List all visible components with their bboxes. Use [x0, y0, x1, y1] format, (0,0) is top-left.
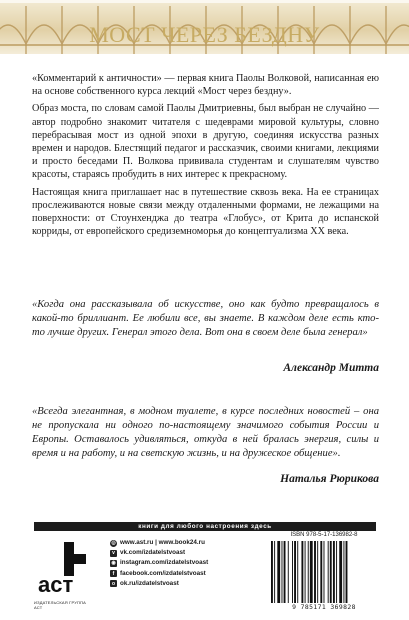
- odnoklassniki-icon: o: [111, 580, 116, 587]
- vk-icon: v: [110, 550, 117, 557]
- barcode-icon: [269, 541, 379, 603]
- isbn-text: ISBN 978-5-17-136982-8: [290, 532, 358, 538]
- quote-author: Наталья Рюрикова: [280, 473, 379, 485]
- logo-text: аст: [38, 572, 74, 597]
- link-facebook[interactable]: [110, 569, 260, 579]
- link-text: ok.ru/izdatelstvoast: [120, 579, 179, 587]
- publisher-caption: ИЗДАТЕЛЬСКАЯ ГРУППА АСТ: [34, 600, 87, 610]
- paragraph: «Комментарий к античности» — первая книга Паолы Волковой, написанная ею на основе собственного курса лекций «Мост через бездну».: [32, 73, 379, 98]
- description: [32, 72, 379, 242]
- link-instagram[interactable]: [110, 558, 260, 568]
- link-website[interactable]: [110, 538, 260, 548]
- header-band: [0, 0, 409, 62]
- quote-text: «Всегда элегантная, в модном туалете, в курсе последних новостей – она не пропускала ни одного по-настоящему значимого события России и Европы. Оставалось удивляться, откуда в ней бралась энергия, силы и время и на работу, и на светскую жизнь, и на дружеское общение».: [32, 406, 379, 459]
- globe-icon: ◎: [111, 540, 116, 546]
- link-text: facebook.com/izdatelstvoast: [120, 569, 206, 577]
- link-vk[interactable]: [110, 548, 260, 558]
- link-text: instagram.com/izdatelstvoast: [120, 559, 209, 567]
- paragraph: Образ моста, по словам самой Паолы Дмитриевны, был выбран не случайно — автор подробно знакомит читателя с шедеврами мировой культуры, словно перебрасывая мост из одной эпохи в другую, соединяя искусства разных времен и народов. Блестящий педагог и рассказчик, своими книгами, лекциями и просто беседами П. Волкова прививала студентам и слушателям чувство красоты, стараясь пробудить в них интерес к прекрасному.: [32, 103, 379, 181]
- quote-text: «Когда она рассказывала об искусстве, оно как будто превращалось в какой-то бриллиант. Ее любили все, вы знаете. В каждом деле есть кто-то лучше других. Генерал этого дела. Вот она в своем деле была генерал»: [32, 299, 379, 338]
- publisher-links: [110, 538, 260, 589]
- link-odnoklassniki[interactable]: [110, 579, 260, 589]
- barcode-digits: 9 785171 369828: [292, 603, 356, 611]
- tagline-bar: книги для любого настроения здесь: [34, 522, 376, 531]
- link-text: vk.com/izdatelstvoast: [120, 549, 186, 557]
- ast-logo-icon: [36, 540, 88, 602]
- header-title: МОСТ ЧЕРЕЗ БЕЗДНУ: [89, 22, 320, 47]
- facebook-icon: f: [110, 570, 117, 577]
- quote-author: Александр Митта: [283, 362, 379, 374]
- link-text: www.ast.ru | www.book24.ru: [120, 539, 205, 546]
- instagram-icon: ◉: [111, 560, 116, 567]
- paragraph: Настоящая книга приглашает нас в путешествие сквозь века. На ее страницах прослеживаются новые связи между отдаленными формами, не лежащими на поверхности: от Стоунхенджа до театра «Глобус», от Крита до испанской корриды, от европейского средиземноморья до концептуализма XX века.: [32, 186, 379, 238]
